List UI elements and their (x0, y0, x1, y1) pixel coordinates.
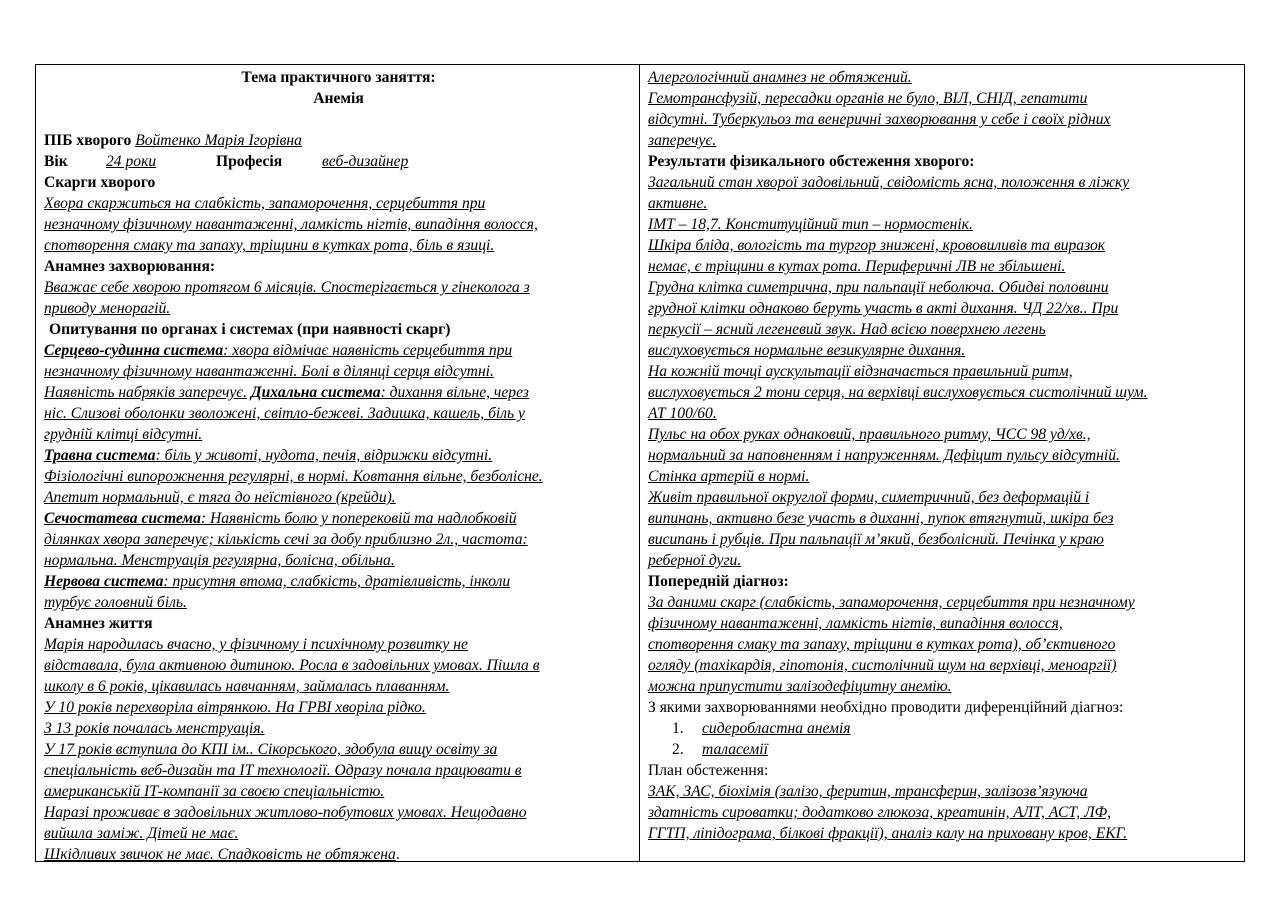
exam-line: немає, є тріщини в кутах рота. Периферичні ЛВ не збільшені. (648, 258, 1066, 275)
survey-label: Опитування по органах і системах (при наявності скарг) (49, 321, 451, 338)
nerv-line: турбує головний біль. (44, 594, 187, 611)
uro-label: Сечостатева система (44, 510, 201, 527)
diagnosis-line: можна припустити залізодефіцитну анемію. (648, 678, 952, 695)
anamnesis-label: Анамнез захворювання: (44, 258, 216, 275)
age-label: Вік (44, 153, 68, 170)
exam-line: вислуховується нормальне везикулярне дихання. (648, 342, 966, 359)
exam-line: Стінка артерій в нормі. (648, 468, 810, 485)
resp-label: Дихальна система (250, 384, 381, 401)
patient-name-row (44, 130, 633, 151)
exam-label: Результати фізикального обстеження хворого: (648, 153, 975, 170)
nerv-line: Нервова система: присутня втома, слабкість, дратівливість, інколи (44, 573, 511, 590)
diagnosis-label: Попередній діагноз: (648, 573, 789, 590)
complaints-line: незначному фізичному навантаженні, ламкість нігтів, випадіння волосся, (44, 216, 538, 233)
exam-line: На кожній точці аускультації відзначається правильний ритм, (648, 363, 1073, 380)
allergy-line: Гемотрансфузій, пересадки органів не було, ВІЛ, СНІД, гепатити (648, 90, 1088, 107)
nerv-label: Нервова система (44, 573, 164, 590)
exam-line: АТ 100/60. (648, 405, 717, 422)
diagnosis-line: огляду (тахікардія, гіпотонія, систолічний шум на верхівці, меноаргії) (648, 657, 1117, 674)
life-line: відставала, була активною дитиною. Росла в задовільних умовах. Пішла в (44, 657, 540, 674)
patient-name-value: Войтенко Марія Ігорівна (135, 132, 302, 149)
differential-item-number: 1. (672, 720, 684, 737)
document-table (35, 64, 1245, 862)
cardio-line: Серцево-судинна система: хвора відмічає наявність серцебиття при (44, 342, 513, 359)
uro-line: Сечостатева система: Наявність болю у поперековій та надлобковій (44, 510, 517, 527)
plan-label: План обстеження: (648, 762, 769, 779)
exam-line: перкусії – ясний легеневий звук. Над всією поверхнею легень (648, 321, 1046, 338)
cardio-line: незначному фізичному навантаженні. Болі в ділянці серця відсутні. (44, 363, 494, 380)
resp-line: ніс. Слизові оболонки зволожені, світло-бежеві. Задишка, кашель, біль у (44, 405, 525, 422)
left-column (36, 65, 640, 861)
exam-line: ІМТ – 18,7. Конституційний тип – нормостенік. (648, 216, 973, 233)
exam-line: активне. (648, 195, 708, 212)
cardio-resp-line: Наявність набряків заперечує. Дихальна система: дихання вільне, через (44, 384, 529, 401)
life-line: Марія народилась вчасно, у фізичному і психічному розвитку не (44, 636, 468, 653)
anamnesis-line: Вважає себе хворою протягом 6 місяців. Спостерігається у гінеколога з (44, 279, 530, 296)
differential-item-text: сидеробластна анемія (702, 720, 851, 737)
exam-line: Шкіра бліда, вологість та тургор знижені, крововиливів та виразок (648, 237, 1106, 254)
exam-line: висипань і рубців. При пальпації м’який, безболісний. Печінка у краю (648, 531, 1104, 548)
diagnosis-line: За даними скарг (слабкість, запаморочення, серцебиття при незначному (648, 594, 1135, 611)
differential-item-text: таласемії (702, 741, 768, 758)
life-line: спеціальність веб-дизайн та ІТ технології. Одразу почала працювати в (44, 762, 522, 779)
uro-line: ділянках хвора заперечує; кількість сечі за добу приблизно 2л., частота: (44, 531, 528, 548)
topic-title: Анемія (313, 90, 364, 107)
exam-line: Грудна клітка симетрична, при пальпації неболюча. Обидві половини (648, 279, 1109, 296)
age-value: 24 роки (106, 153, 157, 170)
profession-value: веб-дизайнер (322, 153, 409, 170)
patient-name-label: ПІБ хворого (44, 132, 132, 149)
exam-line: Пульс на обох руках однаковий, правильного ритму, ЧСС 98 уд/хв., (648, 426, 1091, 443)
differential-item (648, 718, 1238, 739)
digest-line: Фізіологічні випорожнення регулярні, в нормі. Ковтання вільне, безболісне. (44, 468, 543, 485)
allergy-line: відсутні. Туберкульоз та венеричні захворювання у себе і своїх рідних (648, 111, 1111, 128)
uro-line: нормальна. Менструація регулярна, болісна, обільна. (44, 552, 395, 569)
complaints-label: Скарги хворого (44, 174, 156, 191)
exam-line: нормальний за наповненням і напруженням. Дефіцит пульсу відсутній. (648, 447, 1120, 464)
diagnosis-line: спотворення смаку та запаху, тріщини в кутках рота), об’єктивного (648, 636, 1116, 653)
complaints-line: Хвора скаржиться на слабкість, запаморочення, серцебиття при (44, 195, 486, 212)
life-line: школу в 6 років, цікавилась навчанням, займалась плаванням. (44, 678, 450, 695)
right-column (640, 65, 1244, 861)
plan-line: здатність сироватки; додатково глюкоза, креатинін, АЛТ, АСТ, ЛФ, (648, 804, 1112, 821)
digest-line: Травна система: біль у животі, нудота, печія, відрижки відсутні. (44, 447, 493, 464)
differential-item-number: 2. (672, 741, 684, 758)
life-line: Шкідливих звичок не має. Спадковість не обтяжена. (44, 846, 400, 863)
diagnosis-line: фізичному навантаженні, ламкість нігтів, випадіння волосся, (648, 615, 1063, 632)
exam-line: вислуховується 2 тони серця, на верхівці вислуховується систолічний шум. (648, 384, 1148, 401)
digest-label: Травна система (44, 447, 156, 464)
life-line: У 17 років вступила до КПІ ім.. Сікорського, здобула вищу освіту за (44, 741, 498, 758)
allergy-line: Алергологічний анамнез не обтяжений. (648, 69, 912, 86)
life-line: американській ІТ-компанії за своєю спеціальністю. (44, 783, 385, 800)
allergy-line: заперечує. (648, 132, 717, 149)
topic-heading: Тема практичного заняття: (241, 69, 436, 86)
exam-line: випинань, активно безе участь в диханні, пупок втягнутий, шкіра без (648, 510, 1114, 527)
exam-line: Загальний стан хворої задовільний, свідомість ясна, положення в ліжку (648, 174, 1130, 191)
exam-line: грудної клітки однаково беруть участь в акті дихання. ЧД 22/хв.. При (648, 300, 1119, 317)
plan-line: ГГТП, ліпідограма, білкові фракції), аналіз калу на приховану кров, ЕКГ. (648, 825, 1128, 842)
anamnesis-line: приводу менорагій. (44, 300, 171, 317)
life-label: Анамнез життя (44, 615, 153, 632)
age-profession-row (44, 151, 633, 172)
digest-line: Апетит нормальний, є тяга до неїстівного (крейди). (44, 489, 396, 506)
cardio-label: Серцево-судинна система (44, 342, 224, 359)
complaints-line: спотворення смаку та запаху, тріщини в кутках рота, біль в язиці. (44, 237, 495, 254)
differential-label: З якими захворюваннями необхідно проводити диференційний діагноз: (648, 699, 1124, 716)
life-line: У 10 років перехворіла вітрянкою. На ГРВІ хворіла рідко. (44, 699, 426, 716)
profession-label: Професія (216, 153, 283, 170)
plan-line: ЗАК, ЗАС, біохімія (залізо, феритин, трансферин, залізозв’язуюча (648, 783, 1088, 800)
exam-line: Живіт правильної округлої форми, симетричний, без деформацій і (648, 489, 1090, 506)
life-line: вийшла заміж. Дітей не має. (44, 825, 239, 842)
life-line: Наразі проживає в задовільних житлово-побутових умовах. Нещодавно (44, 804, 527, 821)
differential-item (648, 739, 1238, 760)
exam-line: реберної дуги. (648, 552, 742, 569)
life-line: З 13 років почалась менструація. (44, 720, 265, 737)
resp-line: грудній клітці відсутні. (44, 426, 203, 443)
